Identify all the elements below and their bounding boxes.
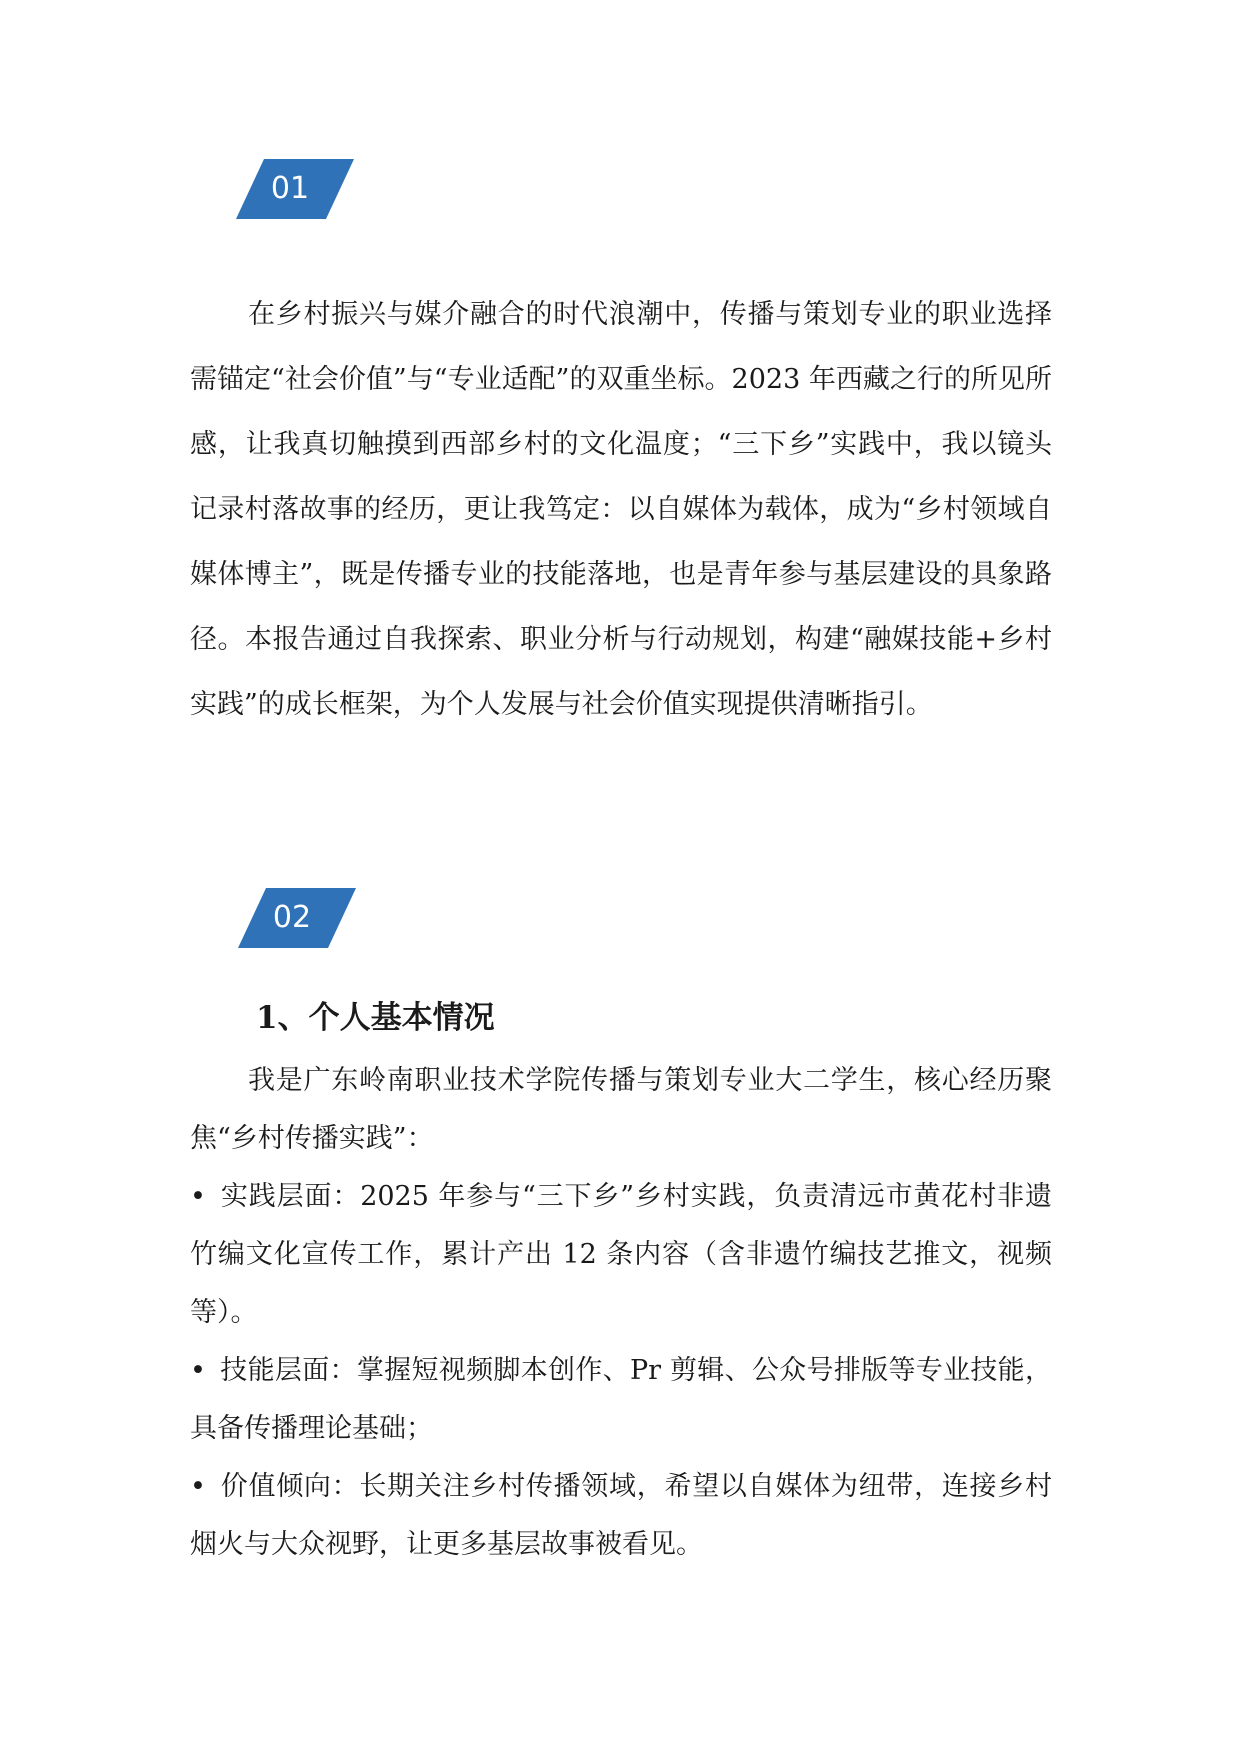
section-badge-01 xyxy=(236,159,354,219)
list-item-text: 技能层面：掌握短视频脚本创作、Pr 剪辑、公众号排版等专业技能，具备传播理论基础； xyxy=(190,1355,1052,1444)
list-item xyxy=(190,1458,1052,1574)
list-item xyxy=(190,1168,1052,1342)
bullet-marker: • xyxy=(190,1471,206,1502)
list-item-text: 价值倾向：长期关注乡村传播领域，希望以自媒体为纽带，连接乡村烟火与大众视野，让更多基层故事被看见。 xyxy=(190,1471,1052,1560)
bullet-marker: • xyxy=(190,1181,206,1212)
bullet-marker: • xyxy=(190,1355,206,1386)
intro-paragraph: 在乡村振兴与媒介融合的时代浪潮中，传播与策划专业的职业选择需锚定“社会价值”与“专业适配”的双重坐标。2023 年西藏之行的所见所感，让我真切触摸到西部乡村的文化温度；“三下乡”实践中，我以镜头记录村落故事的经历，更让我笃定：以自媒体为载体，成为“乡村领域自媒体博主”，既是传播专业的技能落地，也是青年参与基层建设的具象路径。本报告通过自我探索、职业分析与行动规划，构建“融媒技能+乡村实践”的成长框架，为个人发展与社会价值实现提供清晰指引。 xyxy=(190,299,1052,720)
list-item-text: 实践层面：2025 年参与“三下乡”乡村实践，负责清远市黄花村非遗竹编文化宣传工作，累计产出 12 条内容（含非遗竹编技艺推文，视频等）。 xyxy=(190,1181,1052,1328)
section-title: 1、个人基本情况 xyxy=(256,1000,495,1036)
badge-number: 01 xyxy=(270,171,310,206)
profile-paragraph: 我是广东岭南职业技术学院传播与策划专业大二学生，核心经历聚焦“乡村传播实践”： xyxy=(190,1065,1052,1154)
badge-number: 02 xyxy=(272,900,312,935)
list-item xyxy=(190,1342,1052,1458)
section-badge-02 xyxy=(238,888,356,948)
